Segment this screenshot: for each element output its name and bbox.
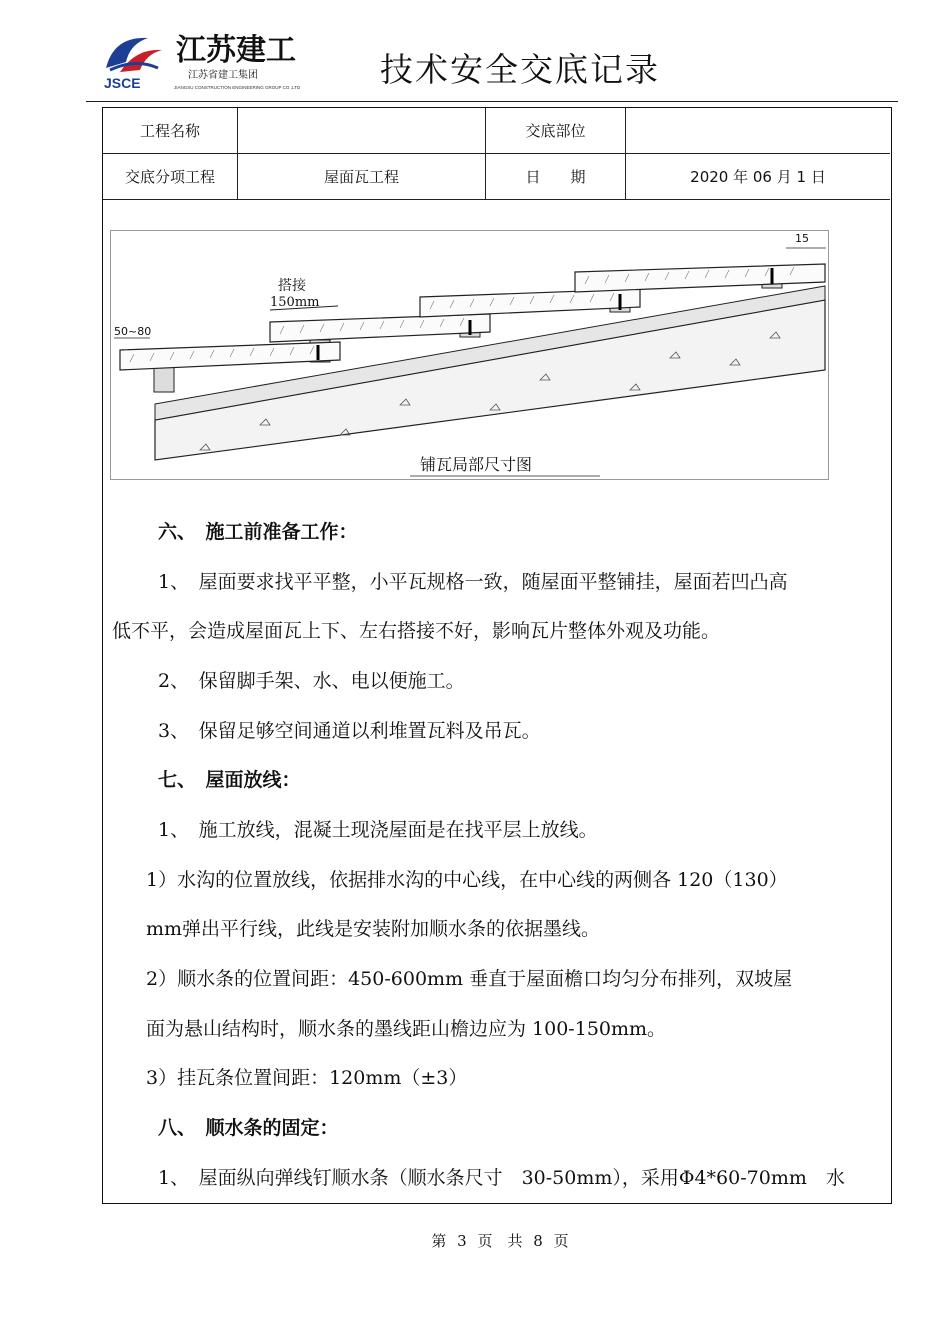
section-6-title: 六、 施工前准备工作： bbox=[158, 521, 358, 543]
section-7-sub-1-line-2: mm弹出平行线，此线是安装附加顺水条的依据墨线。 bbox=[146, 918, 601, 940]
section-7-title: 七、 屋面放线： bbox=[158, 769, 301, 791]
label-right-dim: 15 bbox=[795, 232, 809, 245]
page-footer bbox=[0, 1230, 950, 1251]
section-8-item-1: 1、 屋面纵向弹线钉顺水条（顺水条尺寸 30-50mm），采用Φ4*60-70mm 水 bbox=[158, 1167, 845, 1189]
project-name-value bbox=[238, 108, 486, 154]
section-6-item-1-line-2: 低不平，会造成屋面瓦上下、左右搭接不好，影响瓦片整体外观及功能。 bbox=[112, 620, 721, 642]
section-7-sub-3: 3）挂瓦条位置间距：120mm（±3） bbox=[146, 1067, 468, 1089]
label-overlap: 搭接 bbox=[278, 278, 306, 294]
section-7-sub-2-line-2: 面为悬山结构时，顺水条的墨线距山檐边应为 100-150mm。 bbox=[146, 1018, 667, 1040]
section-7-sub-2-line-1: 2）顺水条的位置间距：450-600mm 垂直于屋面檐口均匀分布排列，双坡屋 bbox=[146, 968, 793, 990]
footer-middle: 页 共 bbox=[477, 1232, 523, 1250]
section-6-item-1-line-1: 1、 屋面要求找平平整，小平瓦规格一致，随屋面平整铺挂，屋面若凹凸高 bbox=[158, 571, 788, 593]
logo-sub: 江苏省建工集团 bbox=[188, 70, 258, 81]
section-6-item-3: 3、 保留足够空间通道以利堆置瓦料及吊瓦。 bbox=[158, 720, 541, 742]
label-overlap-dim: 150mm bbox=[270, 295, 320, 310]
section-7-item-1: 1、 施工放线，混凝土现浇屋面是在找平层上放线。 bbox=[158, 819, 598, 841]
company-logo bbox=[96, 28, 326, 94]
date-label: 日 期 bbox=[486, 154, 626, 200]
document-title: 技术安全交底记录 bbox=[380, 50, 660, 89]
tile-detail-figure bbox=[110, 230, 829, 480]
section-7-sub-1-line-1: 1）水沟的位置放线，依据排水沟的中心线，在中心线的两侧各 120（130） bbox=[146, 869, 788, 891]
subitem-value: 屋面瓦工程 bbox=[238, 154, 486, 200]
logo-cn: 江苏建工 bbox=[176, 33, 296, 68]
logo-en: JSCE bbox=[104, 75, 141, 91]
footer-suffix: 页 bbox=[553, 1232, 569, 1250]
subitem-label: 交底分项工程 bbox=[103, 154, 238, 200]
label-left-dim: 50~80 bbox=[114, 325, 152, 338]
date-value: 2020 年 06 月 1 日 bbox=[626, 154, 891, 200]
project-name-label: 工程名称 bbox=[103, 108, 238, 154]
info-table bbox=[103, 108, 890, 200]
footer-page-number: 3 bbox=[457, 1232, 467, 1250]
section-6-item-2: 2、 保留脚手架、水、电以便施工。 bbox=[158, 670, 465, 692]
footer-total-pages: 8 bbox=[533, 1232, 543, 1250]
figure-caption: 铺瓦局部尺寸图 bbox=[420, 455, 533, 474]
logo-en-small: JIANGSU CONSTRUCTION ENGINEERING GROUP CO.,LTD bbox=[174, 85, 301, 90]
footer-prefix: 第 bbox=[431, 1232, 447, 1250]
header-rule bbox=[86, 101, 898, 102]
location-value bbox=[626, 108, 891, 154]
section-8-title: 八、 顺水条的固定： bbox=[158, 1117, 339, 1139]
location-label: 交底部位 bbox=[486, 108, 626, 154]
